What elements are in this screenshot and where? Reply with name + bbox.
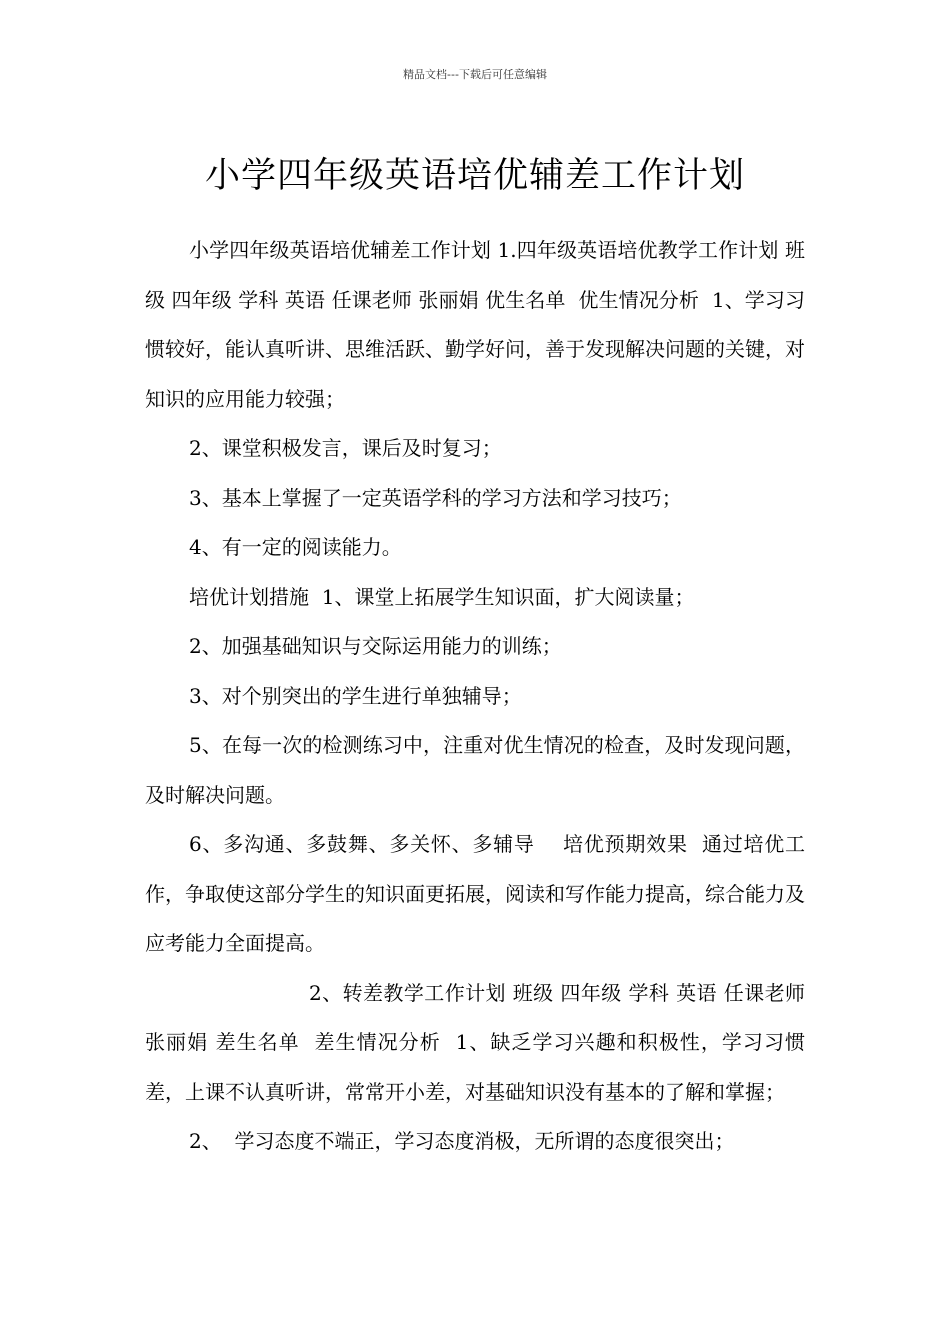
document-body <box>145 226 812 1167</box>
document-title: 小学四年级英语培优辅差工作计划 <box>204 156 745 197</box>
paragraph-item: 2、课堂积极发言，课后及时复习； <box>189 436 502 460</box>
paragraph-intro: 小学四年级英语培优辅差工作计划 1.四年级英语培优教学工作计划 班级 四年级 学科 英语 任课老师 张丽娟 优生名单 优生情况分析 1、学习习惯较好，能认真听讲、思维活跃、勤学好问，善于发现解决问题的关键，对知识的应用能力较强； <box>145 238 805 411</box>
header-note: 精品文档---下载后可任意编辑 <box>403 68 547 81</box>
paragraph-item: 6、多沟通、多鼓舞、多关怀、多辅导 培优预期效果 通过培优工作，争取使这部分学生的知识面更拓展，阅读和写作能力提高，综合能力及应考能力全面提高。 <box>145 832 805 955</box>
paragraph-measures: 培优计划措施 1、课堂上拓展学生知识面，扩大阅读量； <box>189 584 695 609</box>
paragraph-item: 3、基本上掌握了一定英语学科的学习方法和学习技巧； <box>189 485 682 510</box>
paragraph-section-2: 2、转差教学工作计划 班级 四年级 学科 英语 任课老师 张丽娟 差生名单 差生情况分析 1、缺乏学习兴趣和积极性，学习习惯差，上课不认真听讲，常常开小差，对基础知识没有基本的了解和掌握； <box>145 980 812 1104</box>
paragraph-item: 5、在每一次的检测练习中，注重对优生情况的检查，及时发现问题，及时解决问题。 <box>145 733 805 807</box>
paragraph-item: 4、有一定的阅读能力。 <box>189 535 402 559</box>
paragraph-item: 3、对个别突出的学生进行单独辅导； <box>189 683 522 708</box>
paragraph-item: 2、 学习态度不端正，学习态度消极，无所谓的态度很突出； <box>189 1129 735 1153</box>
paragraph-item: 2、加强基础知识与交际运用能力的训练； <box>189 634 562 658</box>
